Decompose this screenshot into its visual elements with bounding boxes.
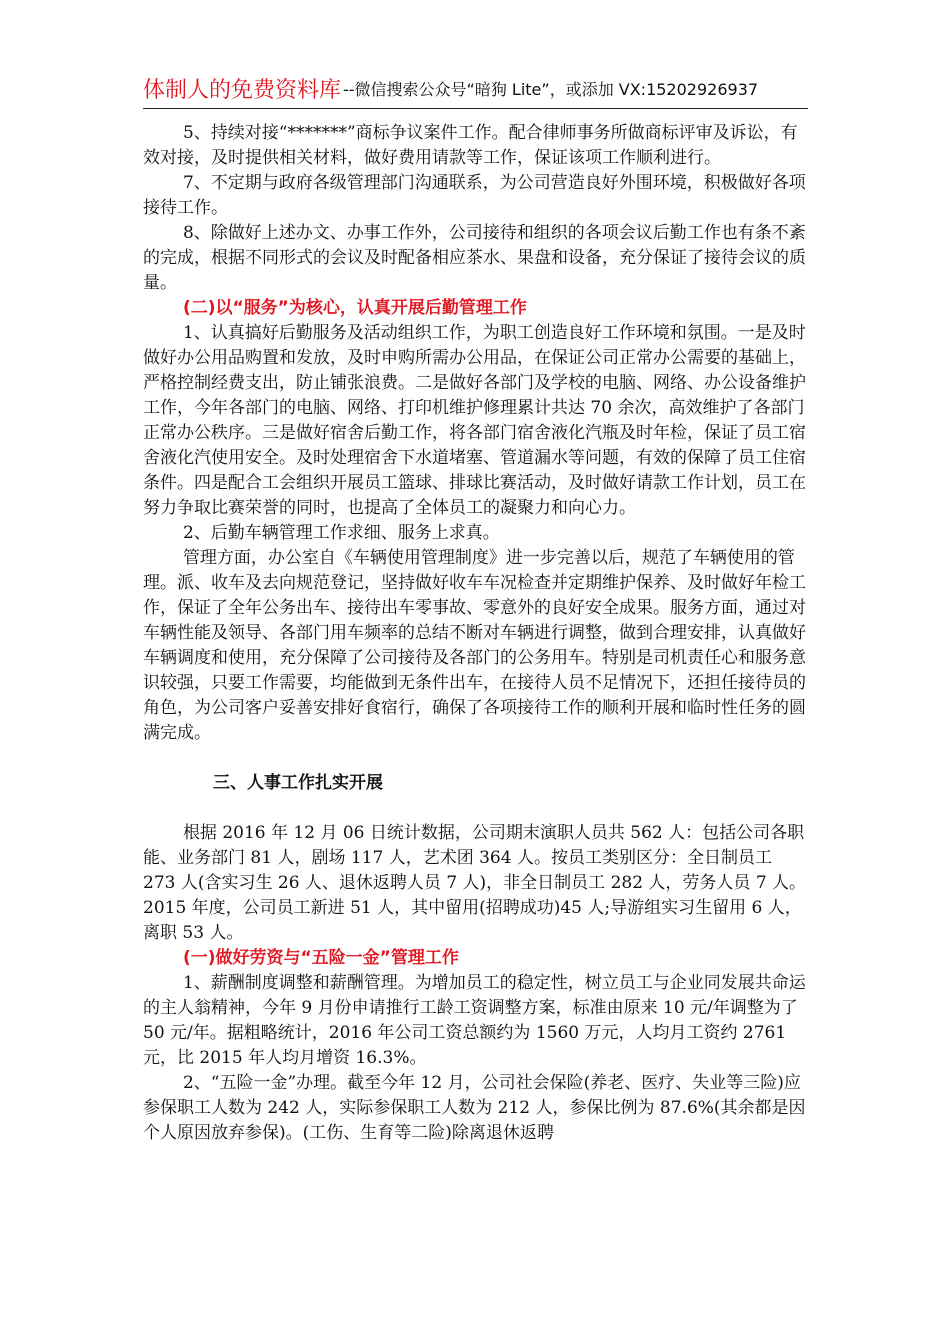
header-brand: 体制人的免费资料库 — [143, 78, 342, 103]
subheading-logistics: (二)以“服务”为核心，认真开展后勤管理工作 — [182, 298, 527, 318]
section-heading-hr: 三、人事工作扎实开展 — [213, 773, 383, 793]
paragraph-staff-stats: 根据 2016 年 12 月 06 日统计数据，公司期末演职人员共 562 人：包括公司各职能、业务部门 81 人，剧场 117 人，艺术团 364 人。按员工类别区分：全日制员工 273 人(含实习生 26 人、退休返聘人员 7 人)，非全日制员工 282 人，劳务人员 7 人。2015 年度，公司员工新进 51 人，其中留用(招聘成功)45 人;导游组实习生留用 6 人，离职 53 人。 — [143, 823, 807, 943]
paragraph-insurance: 2、“五险一金”办理。截至今年 12 月，公司社会保险(养老、医疗、失业等三险)应参保职工人数为 242 人，实际参保职工人数为 212 人，参保比例为 87.6%(其余都是因个人原因放弃参保)。(工伤、生育等二险)除离退休返聘 — [143, 1073, 806, 1143]
paragraph-logistics-service: 1、认真搞好后勤服务及活动组织工作，为职工创造良好工作环境和氛围。一是及时做好办公用品购置和发放，及时申购所需办公用品，在保证公司正常办公需要的基础上，严格控制经费支出，防止铺张浪费。二是做好各部门及学校的电脑、网络、办公设备维护工作，今年各部门的电脑、网络、打印机维护修理累计共达 70 余次，高效维护了各部门正常办公秩序。三是做好宿舍后勤工作，将各部门宿舍液化汽瓶及时年检，保证了员工宿舍液化汽使用安全。及时处理宿舍下水道堵塞、管道漏水等问题，有效的保障了员工住宿条件。四是配合工会组织开展员工篮球、排球比赛活动，及时做好请款工作计划，员工在努力争取比赛荣誉的同时，也提高了全体员工的凝聚力和向心力。 — [143, 323, 806, 518]
page-header — [143, 68, 808, 109]
paragraph-salary: 1、薪酬制度调整和薪酬管理。为增加员工的稳定性，树立员工与企业同发展共命运的主人翁精神，今年 9 月份申请推行工龄工资调整方案，标准由原来 10 元/年调整为了 50 元/年。据粗略统计，2016 年公司工资总额约为 1560 万元，人均月工资约 2761 元，比 2015 年人均月增资 16.3%。 — [143, 973, 806, 1068]
paragraph-item-8: 8、除做好上述办文、办事工作外，公司接待和组织的各项会议后勤工作也有条不紊的完成，根据不同形式的会议及时配备相应茶水、果盘和设备，充分保证了接待会议的质量。 — [143, 223, 806, 293]
subheading-payroll-insurance: (一)做好劳资与“五险一金”管理工作 — [182, 948, 459, 968]
paragraph-item-5: 5、持续对接“*******”商标争议案件工作。配合律师事务所做商标评审及诉讼，有效对接，及时提供相关材料，做好费用请款等工作，保证该项工作顺利进行。 — [143, 123, 798, 168]
header-contact-info: --微信搜索公众号“暗狗 Lite”，或添加 VX:15202926937 — [343, 80, 759, 99]
paragraph-vehicle-management: 管理方面，办公室自《车辆使用管理制度》进一步完善以后，规范了车辆使用的管理。派、收车及去向规范登记，坚持做好收车车况检查并定期维护保养、及时做好年检工作，保证了全年公务出车、接待出车零事故、零意外的良好安全成果。服务方面，通过对车辆性能及领导、各部门用车频率的总结不断对车辆进行调整，做到合理安排，认真做好车辆调度和使用，充分保障了公司接待及各部门的公务用车。特别是司机责任心和服务意识较强，只要工作需要，均能做到无条件出车，在接待人员不足情况下，还担任接待员的角色，为公司客户妥善安排好食宿行，确保了各项接待工作的顺利开展和临时性任务的圆满完成。 — [143, 548, 806, 743]
document-body — [143, 121, 809, 1146]
paragraph-vehicle-title: 2、后勤车辆管理工作求细、服务上求真。 — [182, 523, 500, 543]
paragraph-item-7: 7、不定期与政府各级管理部门沟通联系，为公司营造良好外围环境，积极做好各项接待工作。 — [143, 173, 806, 218]
